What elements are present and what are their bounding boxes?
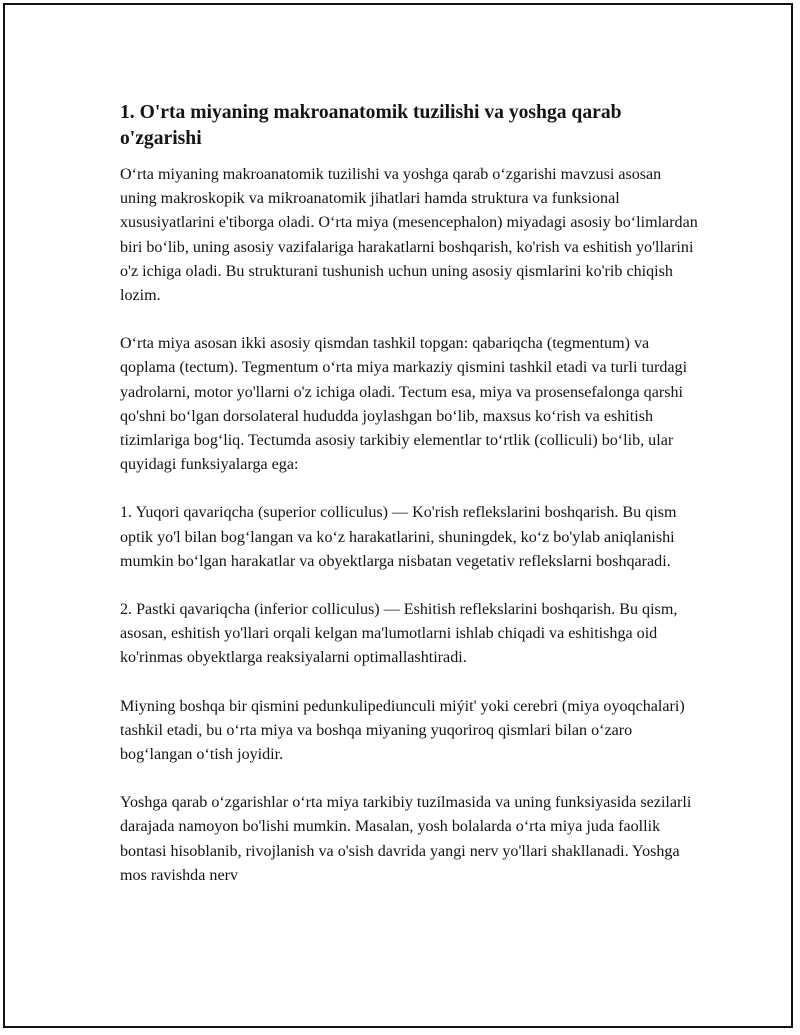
paragraph-cerebral-peduncles: Miyning boshqa bir qismini pedunkulipediunculi miýit' yoki cerebri (miya oyoqchalari) tashkil etadi, bu o‘rta miya va boshqa miyaning yuqoriroq qismlari bilan o‘zaro bog‘langan o‘tish joyidir. <box>120 697 685 764</box>
paragraph-superior-colliculus: 1. Yuqori qavariqcha (superior colliculus) — Ko'rish reflekslarini boshqarish. Bu qism optik yo'l bilan bog‘langan va ko‘z harakatlarini, shuningdek, ko‘z bo'ylab aniqlanishi mumkin bo‘lgan harakatlar va obyektlarga nisbatan vegetativ reflekslarni boshqaradi. <box>120 504 677 570</box>
paragraph-intro: O‘rta miyaning makroanatomik tuzilishi va yoshga qarab o‘zgarishi mavzusi asosan uning makroskopik va mikroanatomik jihatlari hamda struktura va funksional xususiyatlarini e'tiborga oladi. O‘rta miya (mesencephalon) miyadagi asosiy bo‘limlardan biri bo‘lib, uning asosiy vazifalariga harakatlarni boshqarish, ko'rish va eshitish yo'llarini o'z ichiga oladi. Bu strukturani tushunish uchun uning asosiy qismlarini ko'rib chiqish lozim. <box>120 166 698 305</box>
section-heading: 1. O'rta miyaning makroanatomik tuzilishi va yoshga qarab o'zgarishi <box>120 102 622 149</box>
document-body <box>120 100 700 912</box>
paragraph-inferior-colliculus: 2. Pastki qavariqcha (inferior colliculus) — Eshitish reflekslarini boshqarish. Bu qism, asosan, eshitish yo'llari orqali kelgan ma'lumotlarni ishlab chiqadi va eshitishga oid ko'rinmas obyektlarga reaksiyalarni optimallashtiradi. <box>120 601 678 667</box>
document-page <box>3 3 793 1028</box>
paragraph-age-changes: Yoshga qarab o‘zgarishlar o‘rta miya tarkibiy tuzilmasida va uning funksiyasida sezilarli darajada namoyon bo'lishi mumkin. Masalan, yosh bolalarda o‘rta miya juda faollik bontasi hisoblanib, rivojlanish va o'sish davrida yangi nerv yo'llari shakllanadi. Yoshga mos ravishda nerv <box>120 794 692 884</box>
paragraph-structure: O‘rta miya asosan ikki asosiy qismdan tashkil topgan: qabariqcha (tegmentum) va qoplama (tectum). Tegmentum o‘rta miya markaziy qismini tashkil etadi va turli turdagi yadrolarni, motor yo'llarni o'z ichiga oladi. Tectum esa, miya va prosensefalonga qarshi qo'shni bo‘lgan dorsolateral hududda joylashgan bo‘lib, maxsus ko‘rish va eshitish tizimlariga bog‘liq. Tectumda asosiy tarkibiy elementlar to‘rtlik (colliculi) bo‘lib, ular quyidagi funksiyalarga ega: <box>120 335 688 474</box>
